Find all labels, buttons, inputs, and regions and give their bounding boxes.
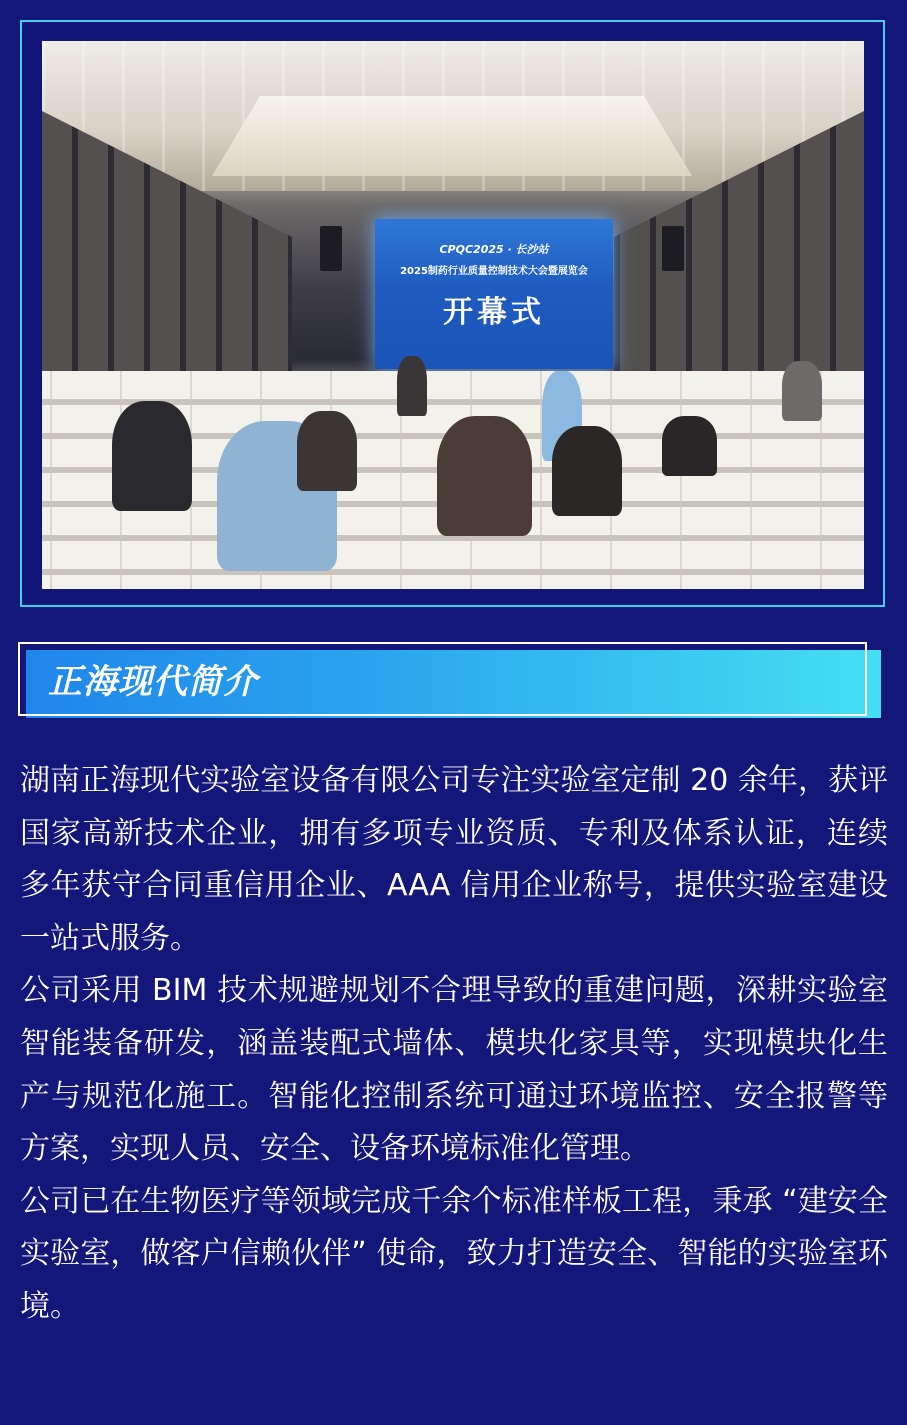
intro-paragraph-1: 湖南正海现代实验室设备有限公司专注实验室定制 20 余年，获评国家高新技术企业，拥有多项专业资质、专利及体系认证，连续多年获守合同重信用企业、AAA 信用企业称号，提供实验室建设一站式服务。	[20, 763, 888, 956]
conference-photo	[42, 41, 864, 589]
intro-paragraph-2: 公司采用 BIM 技术规避规划不合理导致的重建问题，深耕实验室智能装备研发，涵盖装配式墙体、模块化家具等，实现模块化生产与规范化施工。智能化控制系统可通过环境监控、安全报警等方案，实现人员、安全、设备环境标准化管理。	[20, 973, 888, 1167]
photo-audience	[112, 401, 192, 511]
photo-audience	[297, 411, 357, 491]
intro-paragraph-3: 公司已在生物医疗等领域完成千余个标准样板工程，秉承 “建安全实验室，做客户信赖伙伴” 使命，致力打造安全、智能的实验室环境。	[20, 1183, 888, 1324]
photo-frame	[20, 20, 885, 607]
speaker-right	[662, 226, 684, 271]
speaker-left	[320, 226, 342, 271]
stage-screen	[375, 219, 613, 369]
intro-body	[20, 755, 888, 1334]
photo-audience	[662, 416, 717, 476]
photo-audience	[437, 416, 532, 536]
screen-title-text: 2025制药行业质量控制技术大会暨展览会	[400, 266, 588, 277]
photo-audience	[552, 426, 622, 516]
photo-audience	[397, 356, 427, 416]
photo-audience	[782, 361, 822, 421]
screen-main-text: 开幕式	[443, 295, 545, 330]
screen-logo-text: CPQC2025 · 长沙站	[439, 243, 549, 256]
photo-ceiling	[42, 41, 864, 191]
section-title: 正海现代简介	[48, 662, 258, 702]
